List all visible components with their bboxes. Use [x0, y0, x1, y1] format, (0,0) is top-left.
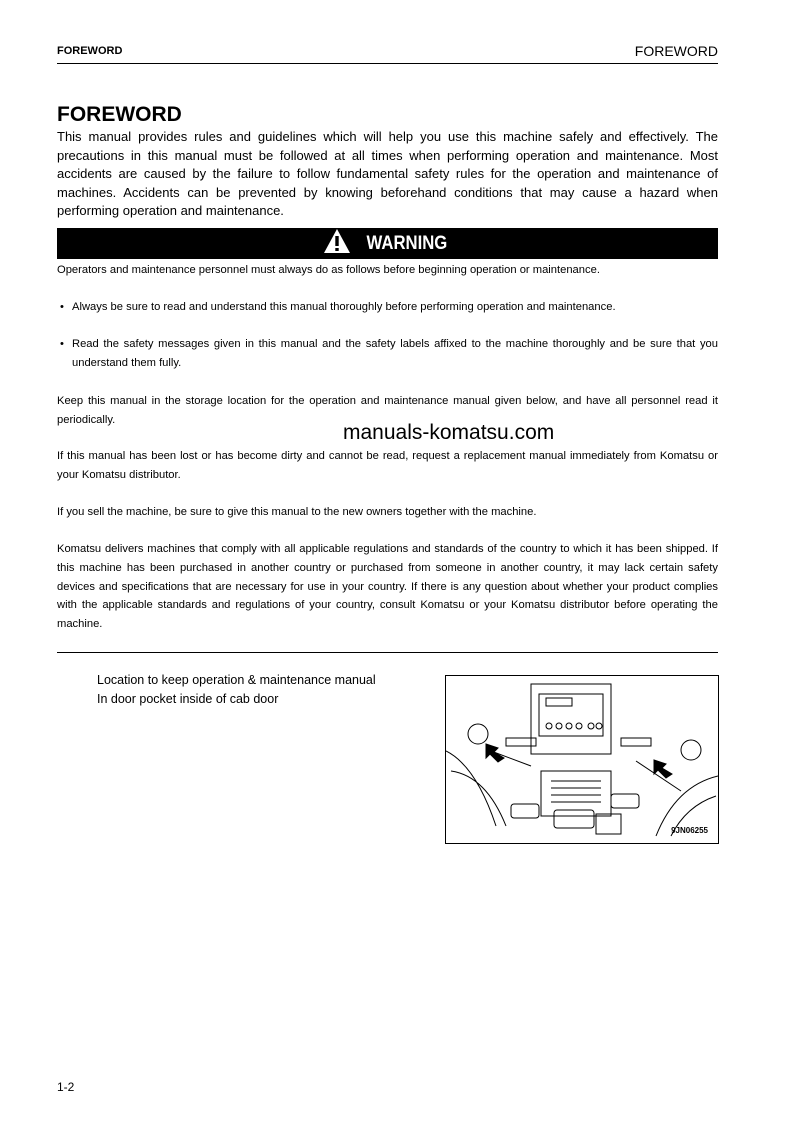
storage-location-label: Location to keep operation & maintenance manual [97, 673, 376, 687]
bullet-text: Read the safety messages given in this manual and the safety labels affixed to the machine thoroughly and be sure that you understand them fully. [72, 338, 718, 369]
bullet-text: Always be sure to read and understand this manual thoroughly before performing operation and maintenance. [72, 301, 616, 313]
header-left: FOREWORD [57, 45, 123, 57]
warning-label: WARNING [366, 232, 447, 254]
warning-bullet [60, 298, 718, 317]
warning-paragraph: If this manual has been lost or has become dirty and cannot be read, request a replacement manual immediately from Komatsu or your Komatsu distributor. [57, 450, 718, 481]
watermark-text: manuals-komatsu.com [343, 421, 555, 444]
warning-bullet [60, 335, 718, 373]
page-number: 1-2 [57, 1080, 75, 1094]
header-right: FOREWORD [634, 43, 718, 59]
warning-triangle-icon [323, 228, 351, 259]
warning-paragraph: Keep this manual in the storage location for the operation and maintenance manual given below, and have all personnel read it periodically. [57, 395, 718, 426]
warning-lead: Operators and maintenance personnel must always do as follows before beginning operation or maintenance. [57, 264, 600, 276]
warning-banner [57, 228, 718, 259]
storage-location-value: In door pocket inside of cab door [97, 692, 279, 706]
cab-illustration [445, 675, 719, 844]
warning-paragraph: If you sell the machine, be sure to give this manual to the new owners together with the machine. [57, 506, 537, 518]
warning-paragraph: Komatsu delivers machines that comply with all applicable regulations and standards of the country to which it has been shipped. If this machine has been purchased in another country or purchased from someone in another country, it may lack certain safety devices and specifications that are necessary for use in your country. If there is any question about whether your product complies with the applicable standards and regulations of your country, consult Komatsu or your Komatsu distributor before operating the machine. [57, 543, 718, 631]
header-divider [57, 63, 718, 64]
section-divider [57, 652, 718, 653]
figure-code: 9JN06255 [671, 826, 708, 835]
bullet-icon: • [60, 338, 64, 350]
intro-paragraph: This manual provides rules and guidelines which will help you use this machine safely and effectively. The precautions in this manual must be followed at all times when performing operation and maintenance. Most accidents are caused by the failure to follow fundamental safety rules for the operation and maintenance of machines. Accidents can be prevented by knowing beforehand conditions that may cause a hazard when performing operation and maintenance. [57, 129, 718, 219]
bullet-icon: • [60, 301, 64, 313]
storage-caption [97, 671, 376, 709]
page-title: FOREWORD [57, 103, 182, 126]
